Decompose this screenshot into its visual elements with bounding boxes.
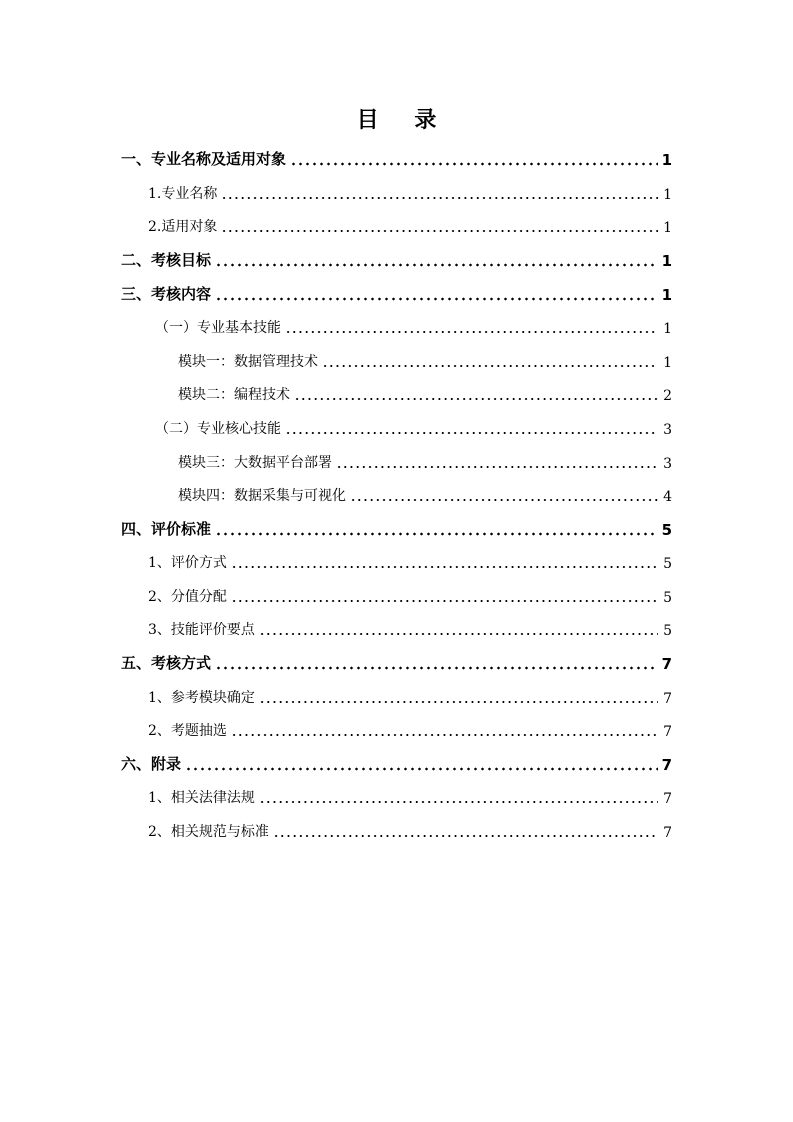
toc-entry-subsection-5-1[interactable] — [148, 685, 672, 707]
toc-entry-subsection-3-1[interactable] — [155, 315, 672, 337]
toc-entry-label: 模块三：大数据平台部署 — [178, 452, 336, 472]
toc-entry-label: 1.专业名称 — [148, 183, 221, 203]
toc-entry-module-4[interactable] — [178, 483, 672, 505]
toc-page-number: 5 — [661, 521, 672, 539]
toc-page-number: 7 — [663, 691, 672, 707]
toc-entry-label: 模块四：数据采集与可视化 — [178, 485, 350, 505]
toc-entry-label: 2、相关规范与标准 — [148, 821, 273, 841]
dot-leader — [231, 719, 658, 737]
toc-entry-label: 2、考题抽选 — [148, 720, 231, 740]
dot-leader — [294, 383, 658, 401]
toc-page-number: 7 — [661, 655, 672, 673]
toc-entry-module-3[interactable] — [178, 450, 672, 472]
toc-entry-module-2[interactable] — [178, 382, 672, 404]
toc-entry-subsection-1-2[interactable] — [148, 214, 672, 236]
toc-page-number: 1 — [663, 355, 672, 371]
toc-entry-label: 一、专业名称及适用对象 — [121, 148, 290, 169]
dot-leader — [231, 551, 658, 569]
toc-entry-label: 1、参考模块确定 — [148, 687, 259, 707]
toc-page-number: 3 — [663, 456, 672, 472]
toc-page-number: 1 — [663, 321, 672, 337]
toc-page-number: 7 — [663, 724, 672, 740]
dot-leader — [259, 618, 658, 636]
toc-page-number: 3 — [663, 422, 672, 438]
dot-leader — [336, 451, 658, 469]
toc-entry-label: 1、相关法律法规 — [148, 787, 259, 807]
toc-entry-subsection-4-1[interactable] — [148, 550, 672, 572]
toc-page-number: 1 — [663, 187, 672, 203]
toc-page-number: 1 — [663, 220, 672, 236]
toc-page-number: 1 — [661, 151, 672, 169]
toc-entry-label: 1、评价方式 — [148, 552, 231, 572]
toc-page-number: 5 — [663, 623, 672, 639]
dot-leader — [215, 249, 658, 267]
toc-entry-label: 3、技能评价要点 — [148, 619, 259, 639]
dot-leader — [221, 215, 658, 233]
dot-leader — [259, 686, 658, 704]
toc-page-number: 7 — [663, 791, 672, 807]
toc-entry-label: 模块二：编程技术 — [178, 384, 294, 404]
dot-leader — [290, 148, 658, 166]
toc-entry-subsection-4-3[interactable] — [148, 617, 672, 639]
dot-leader — [215, 652, 658, 670]
toc-page-number: 1 — [661, 252, 672, 270]
dot-leader — [215, 518, 658, 536]
toc-entry-section-6[interactable] — [121, 752, 672, 774]
toc-entry-label: 三、考核内容 — [121, 283, 215, 304]
toc-title: 目 录 — [356, 108, 451, 133]
toc-page-number: 7 — [663, 825, 672, 841]
toc-page-number: 5 — [663, 590, 672, 606]
toc-entry-label: 2、分值分配 — [148, 586, 231, 606]
toc-entry-label: 四、评价标准 — [121, 518, 215, 539]
toc-entry-section-5[interactable] — [121, 651, 672, 673]
dot-leader — [322, 350, 658, 368]
dot-leader — [285, 417, 658, 435]
toc-entry-section-1[interactable] — [121, 147, 672, 169]
toc-entry-subsection-6-2[interactable] — [148, 819, 672, 841]
toc-entry-label: 二、考核目标 — [121, 249, 215, 270]
toc-entry-section-2[interactable] — [121, 248, 672, 270]
dot-leader — [273, 820, 658, 838]
toc-entry-subsection-5-2[interactable] — [148, 718, 672, 740]
toc-page-number: 4 — [663, 489, 672, 505]
toc-page-number: 2 — [663, 388, 672, 404]
dot-leader — [285, 316, 658, 334]
toc-entry-label: 六、附录 — [121, 753, 185, 774]
toc-entry-subsection-6-1[interactable] — [148, 785, 672, 807]
toc-entry-subsection-3-2[interactable] — [155, 416, 672, 438]
dot-leader — [221, 182, 658, 200]
toc-page-number: 1 — [661, 286, 672, 304]
toc-entry-section-3[interactable] — [121, 282, 672, 304]
dot-leader — [259, 786, 658, 804]
toc-entry-label: （二）专业核心技能 — [155, 418, 285, 438]
toc-entry-label: 2.适用对象 — [148, 216, 221, 236]
toc-entry-label: （一）专业基本技能 — [155, 317, 285, 337]
dot-leader — [185, 753, 658, 771]
toc-page-number: 5 — [663, 556, 672, 572]
toc-entry-section-4[interactable] — [121, 517, 672, 539]
toc-entry-module-1[interactable] — [178, 349, 672, 371]
toc-entry-subsection-1-1[interactable] — [148, 181, 672, 203]
toc-entry-subsection-4-2[interactable] — [148, 584, 672, 606]
dot-leader — [350, 484, 658, 502]
dot-leader — [231, 585, 658, 603]
toc-entry-label: 五、考核方式 — [121, 652, 215, 673]
toc-entry-label: 模块一：数据管理技术 — [178, 351, 322, 371]
dot-leader — [215, 283, 658, 301]
toc-page-number: 7 — [661, 756, 672, 774]
